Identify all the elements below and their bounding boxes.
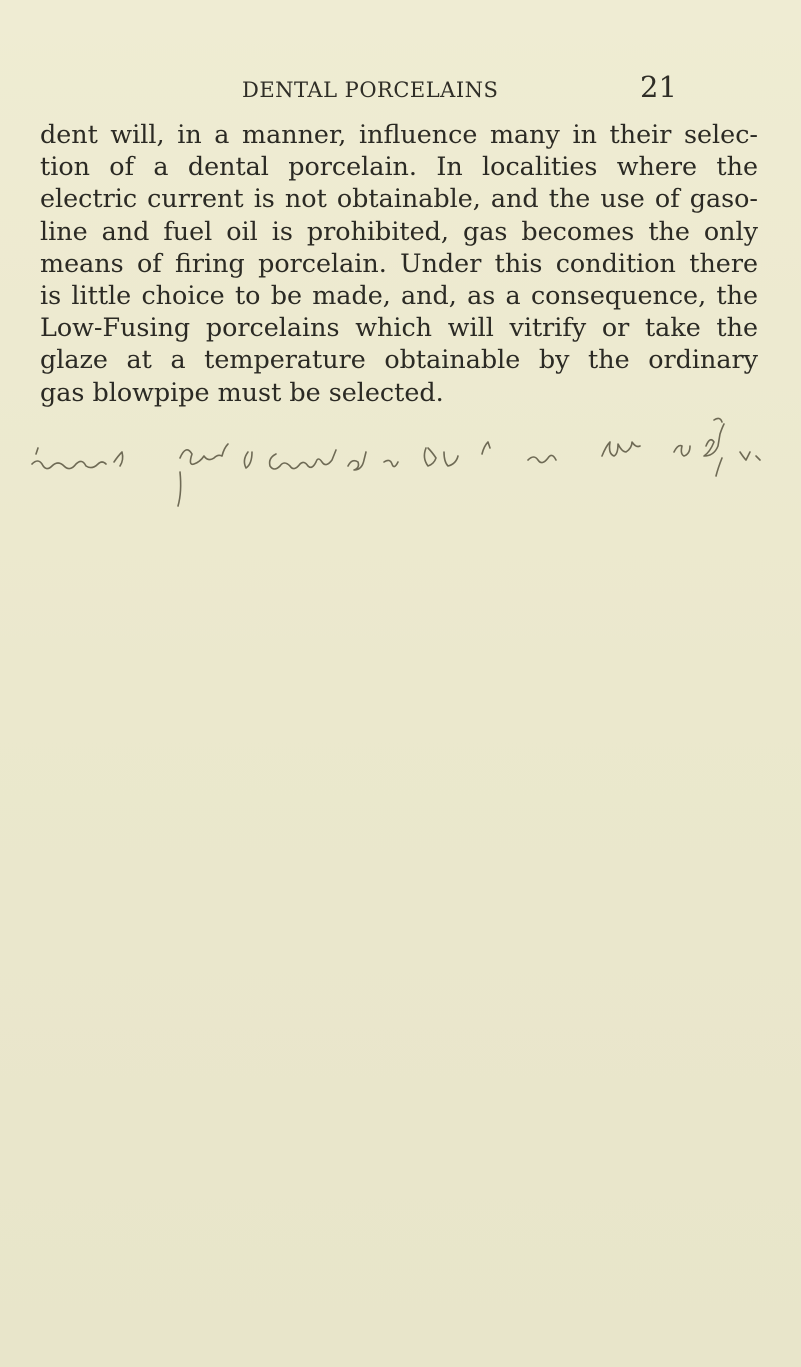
page-number: 21	[640, 70, 677, 104]
text-line: dent will, in a manner, influence many in their selec-	[40, 119, 758, 149]
running-title: DENTAL PORCELAINS	[242, 78, 499, 102]
text-line: electric current is not obtainable, and the use of gaso-	[40, 183, 758, 214]
text-line: is little choice to be made, and, as a consequence, the	[40, 280, 758, 311]
text-line: gas blowpipe must be selected.	[40, 376, 444, 407]
text-line: means of firing porcelain. Under this condition there	[40, 247, 758, 278]
running-head	[0, 70, 801, 110]
handwritten-annotation	[30, 412, 790, 512]
text-line: line and fuel oil is prohibited, gas becomes the only	[40, 215, 758, 246]
text-line: Low-Fusing porcelains which will vitrify or take the	[40, 312, 758, 343]
body-paragraph	[40, 118, 758, 408]
text-line: tion of a dental porcelain. In localities where the	[40, 151, 758, 182]
text-line: glaze at a temperature obtainable by the ordinary	[40, 344, 758, 375]
